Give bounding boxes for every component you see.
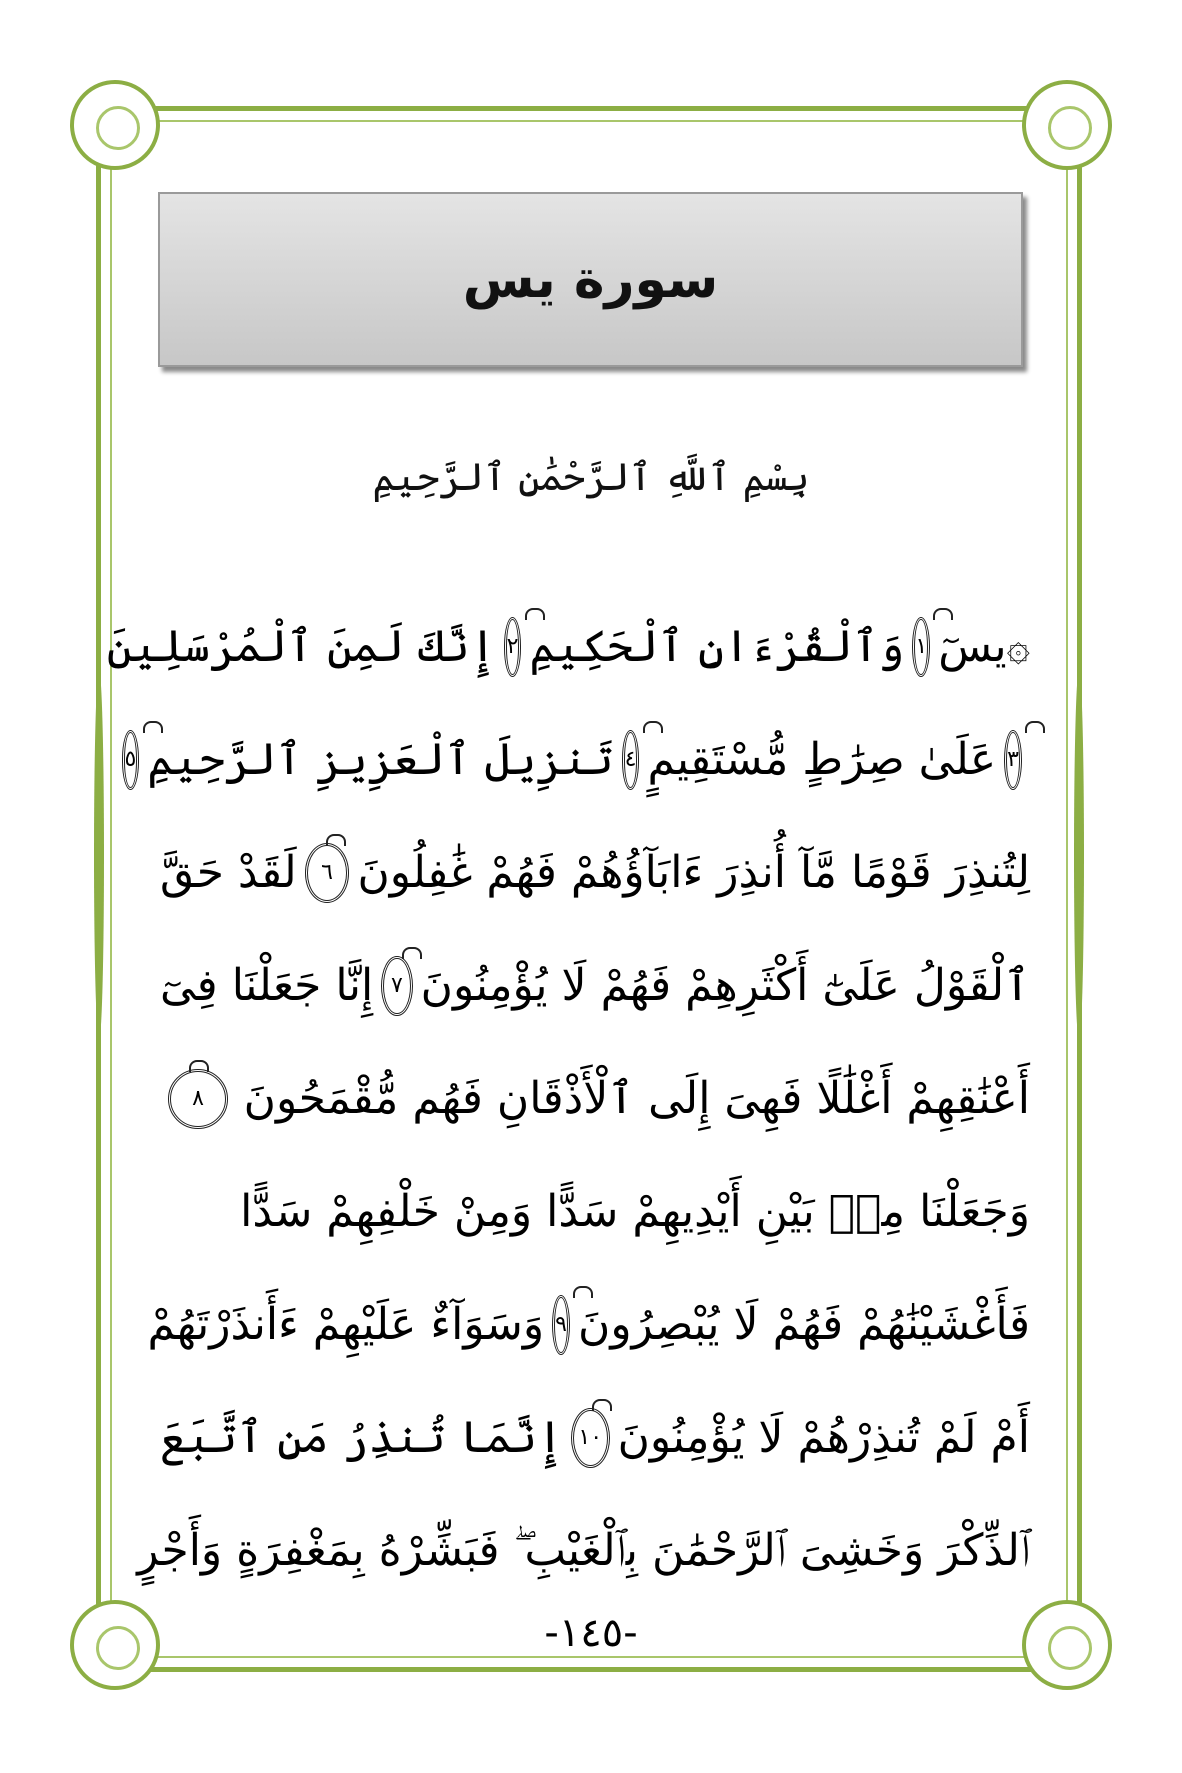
side-ornament-icon	[1074, 670, 1084, 1040]
verse-text: وَٱلْقُرْءَانِ ٱلْحَكِيمِ	[529, 621, 905, 672]
corner-ornament-icon	[70, 80, 160, 170]
basmala: بِسْمِ ٱللَّهِ ٱلرَّحْمَٰنِ ٱلرَّحِيمِ	[372, 455, 810, 499]
text-line	[160, 1042, 1030, 1155]
verse-text: إِنَّمَا تُنذِرُ مَنِ ٱتَّبَعَ	[160, 1412, 563, 1463]
verse-number-marker: ١٠	[571, 1408, 610, 1468]
verse-number-marker: ٤	[622, 730, 640, 790]
text-line	[160, 1381, 1030, 1494]
verse-text: ٱلْقَوْلُ عَلَىٰٓ أَكْثَرِهِمْ فَهُمْ لَا يُؤْمِنُونَ	[420, 960, 1030, 1011]
verse-text: وَسَوَآءٌ عَلَيْهِمْ ءَأَنذَرْتَهُمْ	[147, 1299, 545, 1350]
text-line	[124, 703, 1030, 816]
verse-text: ٱلذِّكْرَ وَخَشِىَ ٱلرَّحْمَٰنَ بِٱلْغَيْبِ ۖ فَبَشِّرْهُ بِمَغْفِرَةٍ وَأَجْرٍ	[137, 1525, 1030, 1576]
verse-number-marker: ٥	[122, 730, 140, 790]
page-number: -١٤٥-	[544, 1610, 638, 1656]
surah-start-ornament-icon: ۞	[1006, 623, 1030, 670]
text-line	[137, 1494, 1030, 1607]
verse-text: إِنَّكَ لَمِنَ ٱلْمُرْسَلِينَ	[106, 621, 496, 672]
text-line	[160, 929, 1030, 1042]
verse-text: أَعْنَٰقِهِمْ أَغْلَٰلًا فَهِىَ إِلَى ٱلْأَذْقَانِ فَهُم مُّقْمَحُونَ	[243, 1073, 1030, 1124]
verse-text: فَأَغْشَيْنَٰهُمْ فَهُمْ لَا يُبْصِرُونَ	[578, 1299, 1030, 1350]
verse-text: وَجَعَلْنَا مِنۢ بَيْنِ أَيْدِيهِمْ سَدًّا وَمِنْ خَلْفِهِمْ سَدًّا	[240, 1186, 1030, 1237]
quran-text	[106, 590, 1030, 1607]
verse-number-marker: ١	[912, 617, 930, 677]
surah-title: سورة يس	[462, 249, 719, 310]
verse-text: تَنزِيلَ ٱلْعَزِيزِ ٱلرَّحِيمِ	[147, 734, 614, 785]
text-line	[160, 1155, 1030, 1268]
verse-text: يسٓ	[938, 621, 1007, 672]
verse-text: أَمْ لَمْ تُنذِرْهُمْ لَا يُؤْمِنُونَ	[617, 1412, 1030, 1463]
verse-number-marker: ٩	[552, 1295, 570, 1355]
corner-ornament-icon	[1022, 80, 1112, 170]
surah-title-banner	[158, 192, 1023, 367]
text-line	[160, 816, 1030, 929]
text-line	[147, 1268, 1030, 1381]
verse-number-marker: ٧	[381, 956, 412, 1016]
verse-number-marker: ٣	[1004, 730, 1022, 790]
side-ornament-icon	[94, 670, 104, 1040]
verse-text: لِتُنذِرَ قَوْمًا مَّآ أُنذِرَ ءَابَآؤُهُمْ فَهُمْ غَٰفِلُونَ	[357, 847, 1030, 898]
text-line	[106, 590, 1030, 703]
verse-number-marker: ٨	[168, 1069, 228, 1129]
verse-text: لَقَدْ حَقَّ	[160, 847, 297, 898]
verse-text: عَلَىٰ صِرَٰطٍ مُّسْتَقِيمٍ	[647, 734, 997, 785]
verse-number-marker: ٢	[504, 617, 522, 677]
verse-text: إِنَّا جَعَلْنَا فِىٓ	[160, 960, 374, 1011]
verse-number-marker: ٦	[305, 843, 350, 903]
